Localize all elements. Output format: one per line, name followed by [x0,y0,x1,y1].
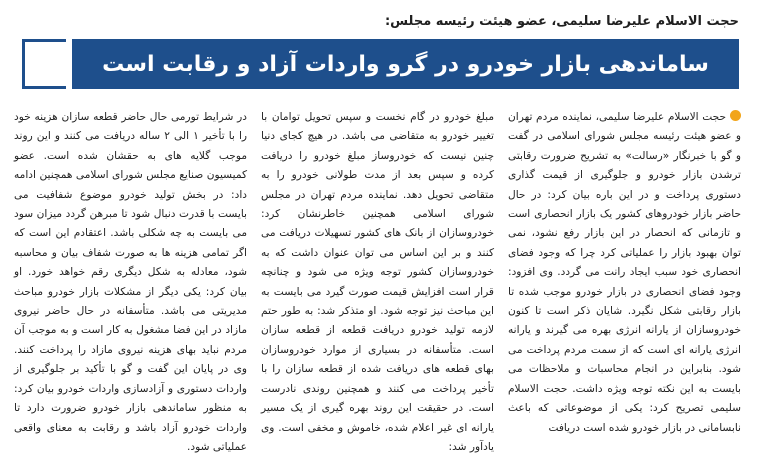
kicker: حجت الاسلام علیرضا سلیمی، عضو هیئت رئیسه مجلس: [384,14,739,29]
column-text: مبلغ خودرو در گام نخست و سپس تحویل توامان با تغییر خودرو به متقاضی می باشد. در هیچ کجای دنیا چنین نیست که خودروساز مبلغ خودرو را دریافت کرده و سپس بعد از مدت طولانی خودرو را به متقاضی تحویل دهد. نماینده مردم تهران در مجلس شورای اسلامی همچنین خاطرنشان کرد: خودروسازان از بانک های کشور تسهیلات دریافت می کنند و بر این اساس می توان عنوان داشت که به خودروسازان کشور توجه ویژه می شود و چنانچه قرار است افزایش قیمت صورت گیرد می بایست به این مباحث نیز توجه شود. او متذکر شد: به طور حتم لازمه تولید خودرو دریافت قطعه از قطعه سازان است. متأسفانه در بسیاری از موارد خودروسازان بهای قطعه های دریافت شده از قطعه سازان را با تأخیر پرداخت می کنند و همچنین روندی نادرست است. در حقیقت این روند بهره گیری از یک مسیر یارانه ای غیر اعلام شده، خاموش و مخفی است. وی یادآور شد: [261,111,494,453]
headline: ساماندهی بازار خودرو در گرو واردات آزاد و رقابت است [102,51,709,77]
column-text: حجت الاسلام علیرضا سلیمی، نماینده مردم تهران و عضو هیئت رئیسه مجلس شورای اسلامی در گفت و گو با خبرنگار «رسالت» به تشریح ضرورت رقابتی ترشدن بازار خودرو و جلوگیری از قیمت گذاری دستوری پرداخت و در این باره بیان کرد: در حال حاضر بازار خودروهای کشور یک بازار انحصاری است و تازمانی که انحصار در این بازار رفع نشود، نمی توان بهبود بازار را عملیاتی کرد چرا که وجود فضای انحصاری خود سبب ایجاد رانت می گردد. وی افزود: وجود فضای انحصاری در بازار خودرو موجب شده تا بازار رقابتی شکل نگیرد. شایان ذکر است تا کنون خودروسازان از یارانه انرژی بهره می گیرند و یارانه انرژی یارانه ای است که از سمت مردم پرداخت می شود. بنابراین در انجام محاسبات و ملاحظات می بایست به این نکته توجه ویژه داشت. حجت الاسلام سلیمی تصریح کرد: یکی از موضوعاتی که باعث نابسامانی در بازار خودرو شده است دریافت [508,111,741,434]
column-left [14,108,248,453]
column-middle [261,108,494,453]
headline-bar [72,39,739,89]
column-right [508,108,741,435]
column-text: در شرایط تورمی حال حاضر قطعه سازان هزینه خود را با تأخیر ۱ الی ۲ ساله دریافت می کنند و این روند موجب گلایه های به حقشان شده است. عضو کمیسیون صنایع مجلس شورای اسلامی همچنین ادامه داد: در بخش تولید خودرو موضوع شفافیت می بایست با قدرت دنبال شود تا مبرهن گردد میزان سود می بایست به چه شکلی باشد. اعتقادم این است که اگر تمامی هزینه ها به صورت شفاف بیان و محاسبه شود، معادله به شکل دیگری رقم خواهد خورد. او بیان کرد: یکی دیگر از مشکلات بازار خودرو مباحث مدیریتی می باشد. متأسفانه در حال حاضر نیروی مازاد در این فضا مشغول به کار است و به موجب آن مردم نباید بهای هزینه نیروی مازاد را پرداخت کنند. وی در پایان این گفت و گو با تأکید بر جلوگیری از واردات دستوری و آزادسازی واردات خودرو بیان کرد: به منظور ساماندهی بازار خودرو ضرورت دارد تا واردات خودرو آزاد باشد و رقابت به معنای واقعی عملیاتی شود. [14,111,248,453]
article-header [0,0,761,101]
article-body [14,108,741,453]
bullet-icon [730,110,741,121]
decorative-bracket [22,39,66,89]
